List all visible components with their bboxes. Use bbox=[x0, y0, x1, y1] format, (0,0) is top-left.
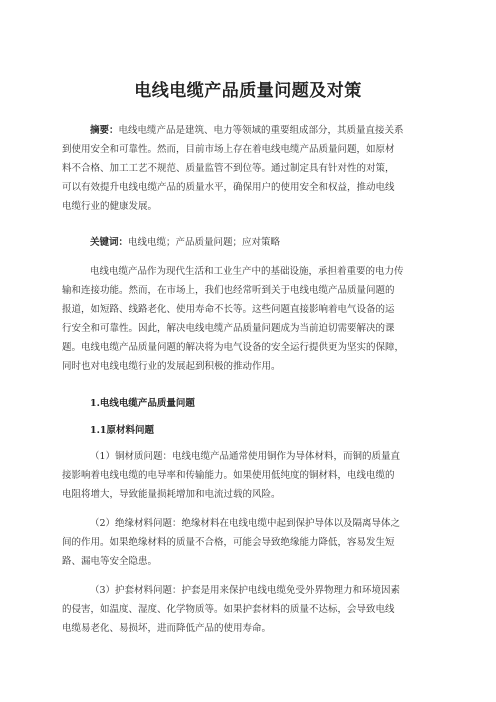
abstract-label: 摘要： bbox=[90, 125, 119, 136]
item2-line: （2）绝缘材料问题：绝缘材料在电线电缆中起到保护导体以及隔离导体之 bbox=[90, 518, 401, 529]
abstract-line: 料不合格、加工工艺不规范、质量监管不到位等。通过制定具有针对性的对策， bbox=[62, 163, 395, 174]
keywords-label: 关键词： bbox=[90, 237, 129, 248]
abstract-line: 电缆行业的健康发展。 bbox=[62, 201, 158, 212]
intro-line: 行安全和可靠性。因此，解决电线电缆产品质量问题成为当前迫切需要解决的课 bbox=[62, 323, 395, 334]
item2-line: 路、漏电等安全隐患。 bbox=[62, 556, 158, 567]
item3-line: 电缆易老化、易损坏，进而降低产品的使用寿命。 bbox=[62, 623, 272, 634]
intro-line: 同时也对电线电缆行业的发展起到积极的推动作用。 bbox=[62, 361, 281, 372]
item3-line: （3）护套材料问题：护套是用来保护电线电缆免受外界物理力和环境因素 bbox=[90, 585, 401, 596]
item2-line: 间的作用。如果绝缘材料的质量不合格，可能会导致绝缘能力降低，容易发生短 bbox=[62, 537, 395, 548]
item-paragraph-2 bbox=[62, 514, 434, 571]
item1-line: 接影响着电线电缆的电导率和传输能力。如果使用低纯度的铜材料，电线电缆的 bbox=[62, 470, 395, 481]
item1-line: 电阻将增大，导致能量损耗增加和电流过载的风险。 bbox=[62, 489, 281, 500]
item-paragraph-1 bbox=[62, 447, 434, 504]
document-title: 电线电缆产品质量问题及对策 bbox=[134, 81, 362, 101]
item-paragraph-3 bbox=[62, 581, 434, 638]
abstract-paragraph bbox=[62, 121, 434, 216]
section-heading-1: 1.电线电缆产品质量问题 bbox=[90, 398, 195, 409]
keywords-paragraph bbox=[62, 233, 434, 252]
section-heading-1-1: 1.1原材料问题 bbox=[90, 425, 155, 436]
intro-line: 输和连接功能。然而，在市场上，我们也经常听到关于电线电缆产品质量问题的 bbox=[62, 285, 395, 296]
abstract-line: 可以有效提升电线电缆产品的质量水平，确保用户的使用安全和权益，推动电线 bbox=[62, 182, 395, 193]
item3-line: 的侵害，如温度、湿度、化学物质等。如果护套材料的质量不达标，会导致电线 bbox=[62, 604, 395, 615]
intro-line: 报道，如短路、线路老化、使用寿命不长等。这些问题直接影响着电气设备的运 bbox=[62, 304, 395, 315]
abstract-line: 到使用安全和可靠性。然而，目前市场上存在着电线电缆产品质量问题，如原材 bbox=[62, 144, 395, 155]
item1-line: （1）铜材质问题：电线电缆产品通常使用铜作为导体材料，而铜的质量直 bbox=[90, 451, 401, 462]
keywords-text: 电线电缆；产品质量问题；应对策略 bbox=[128, 237, 281, 248]
intro-line: 电线电缆产品作为现代生活和工业生产中的基础设施，承担着重要的电力传 bbox=[90, 266, 404, 277]
intro-line: 题。电线电缆产品质量问题的解决将为电气设备的安全运行提供更为坚实的保障， bbox=[62, 342, 405, 353]
abstract-line: 电线电缆产品是建筑、电力等领域的重要组成部分，其质量直接关系 bbox=[118, 125, 404, 136]
intro-paragraph bbox=[62, 262, 434, 376]
